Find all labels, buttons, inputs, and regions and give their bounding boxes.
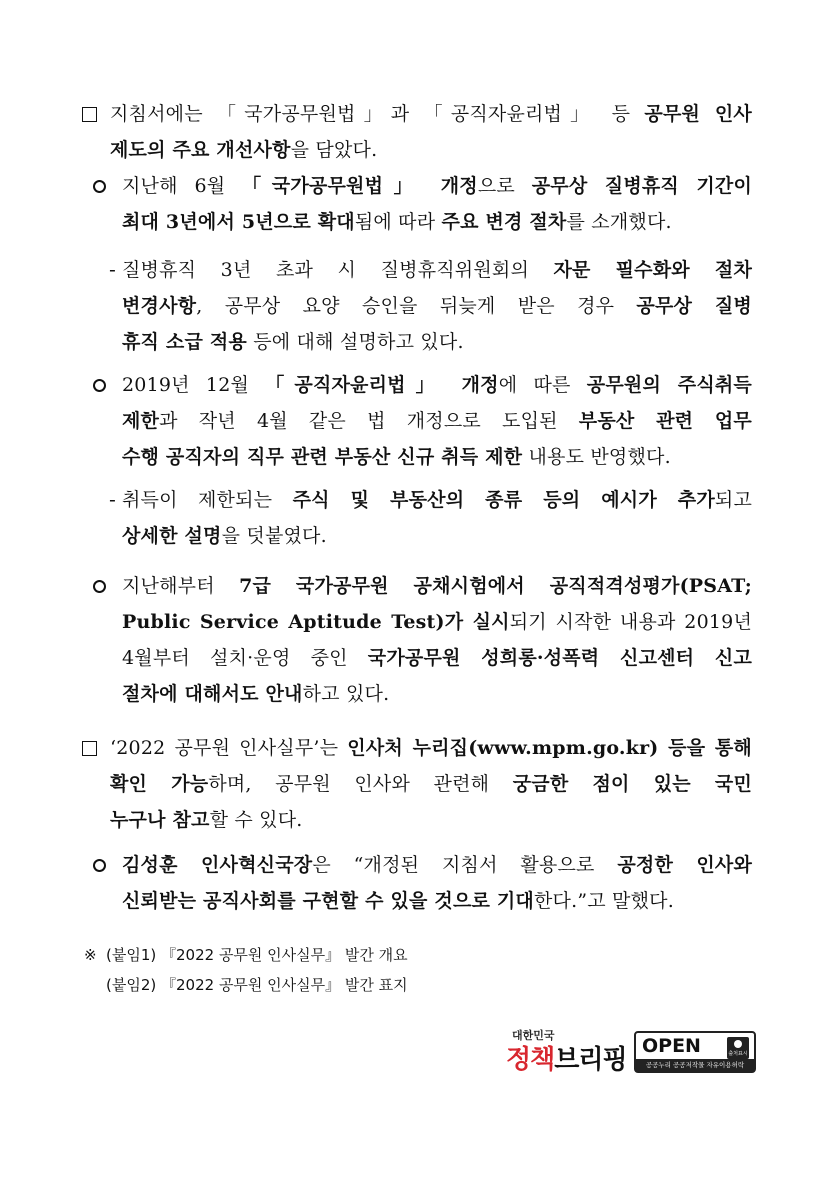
emphasis-text: 공정한 인사와	[617, 854, 753, 876]
text-line	[122, 168, 752, 204]
text-line	[122, 482, 752, 518]
text-line	[122, 604, 752, 640]
reference-mark: ※	[84, 946, 97, 964]
emphasis-text: 공무원의 주식취득	[586, 374, 752, 396]
emphasis-text: 국가공무원 성희롱·성폭력 신고센터 신고	[367, 647, 752, 669]
body-text: 내용도 반영했다.	[522, 446, 671, 468]
item-circle-bullet	[93, 379, 106, 392]
body-text: 취득이 제한되는	[122, 489, 293, 511]
item-paragraph	[122, 568, 752, 712]
body-text: 4월부터 설치·운영 중인	[122, 647, 368, 669]
text-line	[122, 676, 752, 712]
body-text: 를 소개했다.	[566, 211, 672, 233]
body-text: 지난해 6월	[122, 175, 243, 197]
emphasis-text: 상세한 설명	[122, 525, 222, 547]
body-text: 되기 시작한 내용과 2019년	[509, 611, 752, 633]
body-text: 되고	[714, 489, 752, 511]
body-text: 에 따른	[498, 374, 587, 396]
text-line	[122, 640, 752, 676]
body-text: 지난해부터	[122, 575, 240, 597]
text-line	[122, 403, 752, 439]
item-circle-bullet	[93, 859, 106, 872]
text-line	[122, 439, 752, 475]
body-text: , 공무상 요양 승인을 뒤늦게 받은 경우	[196, 295, 637, 317]
section-paragraph	[110, 730, 752, 838]
item-circle-bullet	[93, 180, 106, 193]
body-text: 하며, 공무원 인사와 관련해	[208, 773, 513, 795]
attachment-note-1: ※ (붙임1) 『2022 공무원 인사실무』 발간 개요	[84, 940, 408, 970]
emphasis-text: 공무상 질병	[636, 295, 752, 317]
sub-dash-bullet: -	[109, 489, 116, 511]
text-line	[122, 288, 752, 324]
emphasis-text: 제도의 주요 개선사항	[110, 139, 291, 161]
body-text: 은 “개정된 지침서 활용으로	[312, 854, 618, 876]
emphasis-text: 변경사항	[122, 295, 197, 317]
item-circle-bullet	[93, 580, 106, 593]
body-text: 을 덧붙였다.	[221, 525, 327, 547]
sub-dash-bullet: -	[109, 259, 116, 281]
emphasis-text: 7급 국가공무원 공채시험에서 공직적격성평가(PSAT;	[239, 575, 752, 597]
text-line	[110, 132, 752, 168]
attribution-person-icon: 출처표시	[727, 1037, 749, 1059]
emphasis-text: 주식 및 부동산의 종류 등의 예시가 추가	[292, 489, 715, 511]
emphasis-text: 공무원 인사	[644, 103, 752, 125]
body-text: 을 담았다.	[290, 139, 378, 161]
sub-paragraph	[122, 482, 752, 554]
emphasis-text: 자문 필수화와 절차	[553, 259, 752, 281]
emphasis-text: 인사처 누리집(www.mpm.go.kr) 등을 통해	[347, 737, 752, 759]
item-paragraph	[122, 367, 752, 475]
body-text: 2019년 12월	[122, 374, 266, 396]
body-text: ‘2022 공무원 인사실무’는	[110, 737, 348, 759]
text-line	[122, 568, 752, 604]
text-line	[122, 252, 752, 288]
emphasis-text: 절차에 대해서도 안내	[122, 683, 303, 705]
body-text: 지침서에는 「국가공무원법」과 「공직자윤리법」 등	[110, 103, 645, 125]
text-line	[110, 730, 752, 766]
emphasis-text: 「국가공무원법」 개정	[242, 175, 478, 197]
emphasis-text: 휴직 소급 적용	[122, 331, 247, 353]
emphasis-text: 공무상 질병휴직 기간이	[531, 175, 752, 197]
emphasis-text: 확인 가능	[110, 773, 209, 795]
text-line	[122, 883, 752, 919]
emphasis-text: 궁금한 점이 있는 국민	[512, 773, 753, 795]
body-text: 한다.”고 말했다.	[533, 890, 674, 912]
body-text: 으로	[477, 175, 532, 197]
body-text: 질병휴직 3년 초과 시 질병휴직위원회의	[122, 259, 554, 281]
section-square-bullet	[82, 107, 97, 122]
emphasis-text: 수행 공직자의 직무 관련 부동산 신규 취득 제한	[122, 446, 523, 468]
sub-paragraph	[122, 252, 752, 360]
emphasis-text: 제한	[122, 410, 160, 432]
section-paragraph	[110, 96, 752, 168]
section-square-bullet	[82, 741, 97, 756]
body-text: 등에 대해 설명하고 있다.	[246, 331, 464, 353]
body-text: 과 작년 4월 같은 법 개정으로 도입된	[159, 410, 579, 432]
item-paragraph	[122, 847, 752, 919]
text-line	[122, 367, 752, 403]
text-line	[122, 324, 752, 360]
emphasis-text: 김성훈 인사혁신국장	[122, 854, 313, 876]
text-line	[110, 766, 752, 802]
text-line	[122, 518, 752, 554]
body-text: 됨에 따라	[354, 211, 442, 233]
emphasis-text: 주요 변경 절차	[441, 211, 567, 233]
text-line	[110, 802, 752, 838]
attachment-notes	[84, 940, 408, 1000]
attachment-note-2: (붙임2) 『2022 공무원 인사실무』 발간 표지	[106, 976, 408, 994]
text-line	[110, 96, 752, 132]
korea-policy-briefing-logo: 대한민국 정책브리핑	[506, 1029, 627, 1075]
emphasis-text: 부동산 관련 업무	[578, 410, 752, 432]
emphasis-text: 최대 3년에서 5년으로 확대	[122, 211, 355, 233]
body-text: 하고 있다.	[302, 683, 390, 705]
kogl-open-license-logo: OPEN 출처표시 공공누리 공공저작물 자유이용허락	[634, 1031, 756, 1073]
item-paragraph	[122, 168, 752, 240]
text-line	[122, 204, 752, 240]
body-text: 할 수 있다.	[209, 809, 303, 831]
emphasis-text: 「공직자윤리법」 개정	[265, 374, 499, 396]
text-line	[122, 847, 752, 883]
emphasis-text: Public Service Aptitude Test)가 실시	[122, 611, 510, 633]
emphasis-text: 누구나 참고	[110, 809, 210, 831]
emphasis-text: 신뢰받는 공직사회를 구현할 수 있을 것으로 기대	[122, 890, 534, 912]
